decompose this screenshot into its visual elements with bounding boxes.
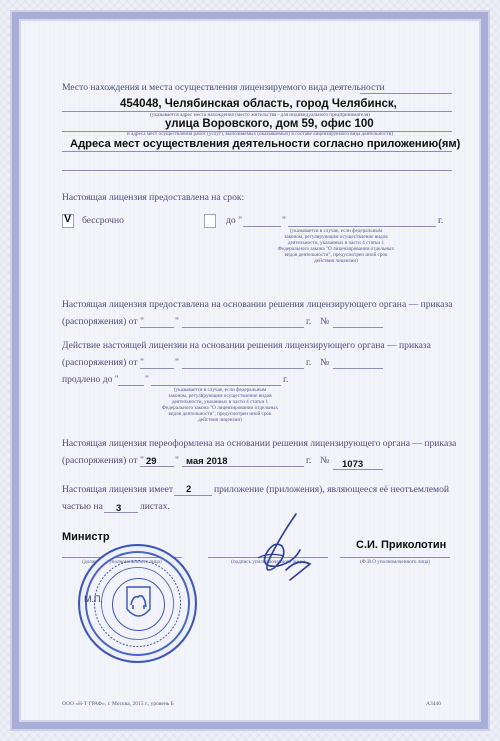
stamp-mark: М.П.: [84, 594, 103, 604]
position-hint: (должность уполномоченного лица): [82, 559, 162, 565]
basis-year-suffix: г.: [306, 316, 312, 327]
suspension-line-1: Действие настоящей лицензии на основании решения лицензирующего органа — приказа: [62, 340, 431, 351]
basis-line-1: Настоящая лицензия предоставлена на основании решения лицензирующего органа — приказа: [62, 299, 453, 310]
basis-quote-close: ": [175, 316, 179, 327]
suspension-year-suffix: г.: [306, 357, 312, 368]
appendix-line-2-suffix: листах.: [140, 501, 170, 512]
extended-prefix: продлено до ": [62, 374, 119, 385]
suspension-number-line: [333, 368, 383, 369]
address-line-2: улица Воровского, дом 59, офис 100: [165, 118, 374, 130]
indefinite-label: бессрочно: [82, 215, 124, 226]
extended-day-line: [118, 385, 144, 386]
reissue-number-line: [333, 469, 383, 470]
reissue-year-suffix: г.: [306, 455, 312, 466]
check-mark: V: [64, 213, 72, 225]
appendix-line-1-prefix: Настоящая лицензия имеет: [62, 484, 174, 495]
basis-number-sign: №: [320, 316, 330, 327]
appendix-line-2-prefix: частью на: [62, 501, 103, 512]
reissue-day-line: [140, 466, 174, 467]
suspension-line-2-prefix: (распоряжения) от ": [62, 357, 144, 368]
extended-month-line: [151, 385, 281, 386]
address-hint-2: и адреса мест осуществления работ (услуг), выполняемых (оказываемых) в составе лицензируемого вида деятельности): [126, 131, 394, 137]
until-month-line: [288, 226, 436, 227]
camel-emblem-icon: [113, 579, 164, 630]
location-label-line: [360, 93, 452, 94]
term-label: Настоящая лицензия предоставлена на срок:: [62, 192, 245, 203]
address-line-3-underline: [62, 151, 452, 152]
reissue-month-year: мая 2018: [186, 456, 228, 467]
address-line-1: 454048, Челябинская область, город Челябинск,: [120, 98, 397, 110]
until-quote-close: ": [282, 215, 286, 226]
basis-number-line: [333, 327, 383, 328]
suspension-month-line: [182, 368, 304, 369]
address-line-3: Адреса мест осуществления деятельности согласно приложению(ям): [70, 138, 461, 150]
suspension-number-sign: №: [320, 357, 330, 368]
extended-year-suffix: г.: [283, 374, 289, 385]
address-blank-line: [62, 170, 452, 171]
reissue-line-1: Настоящая лицензия переоформлена на основании решения лицензирующего органа — приказа: [62, 438, 457, 449]
reissue-line-2-prefix: (распоряжения) от ": [62, 455, 144, 466]
until-checkbox: [204, 214, 216, 228]
basis-month-line: [182, 327, 304, 328]
reissue-day: 29: [146, 456, 157, 467]
address-hint-1: (указывается адрес места нахождения (место жительства - для индивидуального предпринимателя): [150, 112, 370, 118]
handwritten-signature-icon: [238, 510, 328, 590]
until-year-suffix: г.: [438, 215, 444, 226]
appendix-sheets-line: [104, 512, 138, 513]
reissue-number-sign: №: [320, 455, 330, 466]
suspension-quote-close: ": [175, 357, 179, 368]
appendix-sheets: 3: [116, 503, 122, 514]
appendix-count: 2: [186, 484, 192, 495]
printer-imprint: ООО «Н-Т ГРАФ», г. Москва, 2015 г., уровень Б: [62, 701, 174, 707]
signatory-position: Министр: [62, 531, 110, 543]
suspension-day-line: [140, 368, 174, 369]
name-line: [340, 557, 450, 558]
until-day-line: [243, 226, 281, 227]
basis-line-2-prefix: (распоряжения) от ": [62, 316, 144, 327]
basis-day-line: [140, 327, 174, 328]
signature-hint: (подпись уполномоченного лица): [231, 559, 305, 565]
seal-emblem: [112, 578, 165, 631]
until-label: до ": [226, 215, 242, 226]
appendix-count-line: [174, 495, 212, 496]
reissue-quote-close: ": [175, 455, 179, 466]
suspension-note: (указывается в случае, если федеральным законом, регулирующим осуществление видов деятельности, указанных в части 4 статьи 1 Федерального закона "О лицензировании отдельных видов деятельности", предусмотрен иной срок действия лицензии): [161, 387, 279, 423]
reissue-month-line: [182, 466, 304, 467]
form-code: А3440: [426, 701, 441, 707]
name-hint: (Ф.И.О уполномоченного лица): [360, 559, 430, 565]
location-label: Место нахождения и места осуществления лицензируемого вида деятельности: [62, 82, 385, 93]
appendix-line-1-suffix: приложение (приложения), являющееся её неотъемлемой: [214, 484, 450, 495]
term-note: (указывается в случае, если федеральным законом, регулирующим осуществление видов деятельности, указанных в части 4 статьи 1 Федерального закона "О лицензировании отдельных видов деятельности", предусмотрен иной срок действия лицензии): [277, 228, 395, 264]
signatory-name: С.И. Приколотин: [356, 539, 447, 551]
reissue-number: 1073: [342, 459, 364, 470]
extended-quote-close: ": [145, 374, 149, 385]
